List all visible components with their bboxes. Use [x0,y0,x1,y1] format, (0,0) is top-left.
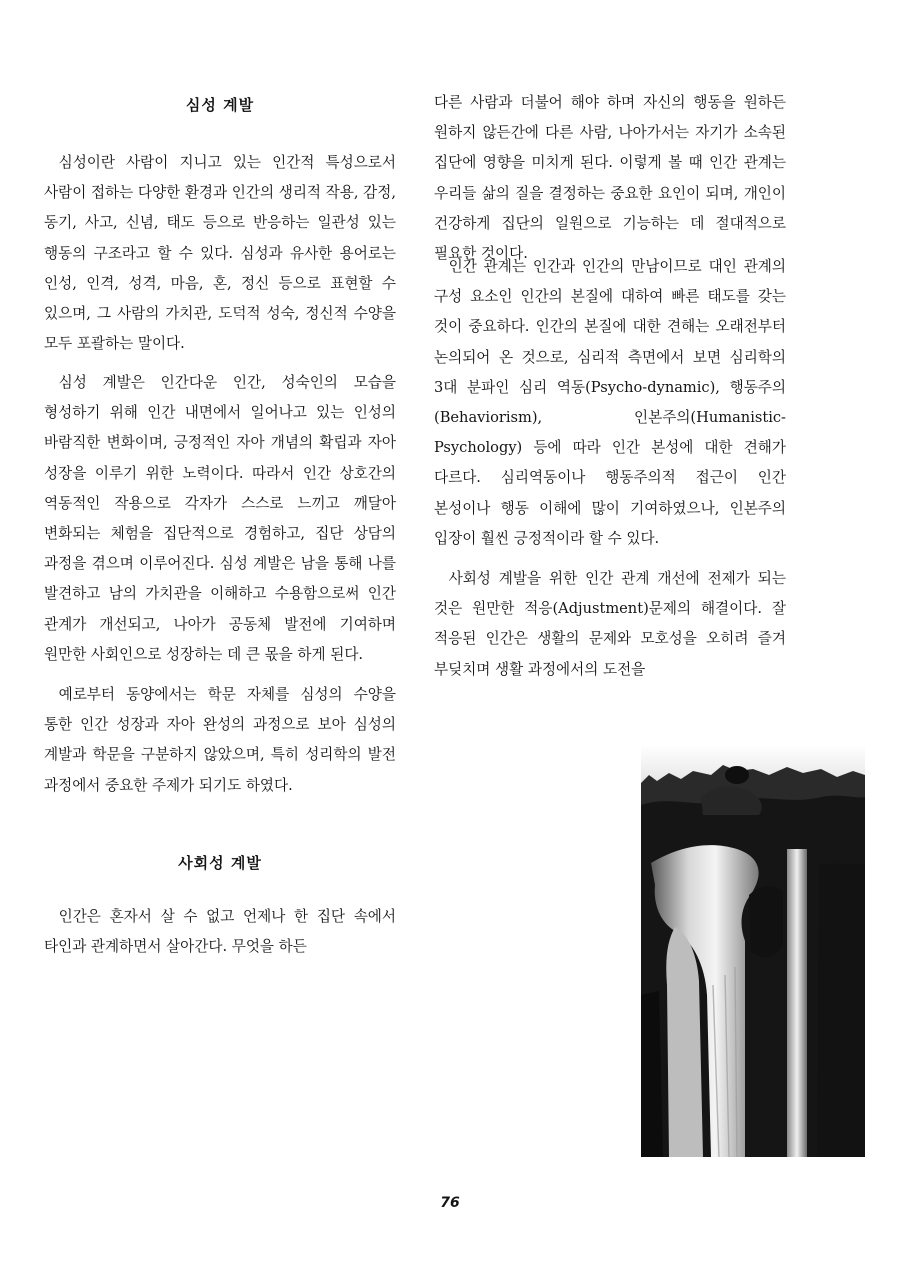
paragraph-relations-continued: 다른 사람과 더불어 해야 하며 자신의 행동을 원하든 원하지 않든간에 다른 사람, 나아가서는 자기가 소속된 집단에 영향을 미치게 된다. 이렇게 볼 때 인간 관계는 우리들 삶의 질을 결정하는 중요한 요인이 되며, 개인이 건강하게 집단의 일원으로 기능하는 데 절대적으로 필요한 것이다. [434,94,786,263]
paragraph-sahoeseong-intro: 인간은 혼자서 살 수 없고 언제나 한 집단 속에서 타인과 관계하면서 살아간다. 무엇을 하든 [44,908,396,956]
paragraph-simseong-definition: 심성이란 사람이 지니고 있는 인간적 특성으로서 사람이 접하는 다양한 환경과 인간의 생리적 작용, 감정, 동기, 사고, 신념, 태도 등으로 반응하는 일관성 있는 행동의 구조라고 할 수 있다. 심성과 유사한 용어로는 인성, 인격, 성격, 마음, 혼, 정신 등으로 표현할 수 있으며, 그 사람의 가치관, 도덕적 성숙, 정신적 수양을 모두 포괄하는 말이다. [44,154,396,353]
paragraph-human-nature: 인간 관계는 인간과 인간의 만남이므로 대인 관계의 구성 요소인 인간의 본질에 대하여 빠른 태도를 갖는 것이 중요하다. 인간의 본질에 대한 견해는 오래전부터 논의되어 온 것으로, 심리적 측면에서 보면 심리학의 3대 분파인 심리 역동(Psycho-dynamic), 행동주의(Behaviorism), 인본주의(Humanistic-Psychology) 등에 따라 인간 본성에 대한 견해가 다르다. 심리역동이나 행동주의적 접근이 인간 본성이나 행동 이해에 많이 기여하였으나, 인본주의 입장이 훨씬 긍정적이라 할 수 있다. [434,258,786,547]
section-heading-simseong: 심성 계발 [185,96,255,114]
statue-photo-image [641,745,865,1157]
paragraph-adjustment: 사회성 계발을 위한 인간 관계 개선에 전제가 되는 것은 원만한 적응(Adjustment)문제의 해결이다. 잘 적응된 인간은 생활의 문제와 모호성을 오히려 즐겨 부딪치며 생활 과정에서의 도전을 [434,570,786,678]
paragraph-simseong-development: 심성 계발은 인간다운 인간, 성숙인의 모습을 형성하기 위해 인간 내면에서 일어나고 있는 인성의 바람직한 변화이며, 긍정적인 자아 개념의 확립과 자아 성장을 이루기 위한 노력이다. 따라서 인간 상호간의 역동적인 작용으로 각자가 스스로 느끼고 깨달아 변화되는 체험을 집단적으로 경험하고, 집단 상담의 과정을 겪으며 이루어진다. 심성 계발은 남을 통해 나를 발견하고 남의 가치관을 이해하고 수용함으로써 인간 관계가 개선되고, 나아가 공동체 발전에 기여하며 원만한 사회인으로 성장하는 데 큰 몫을 하게 된다. [44,374,396,663]
section-heading-sahoeseong: 사회성 계발 [178,854,262,872]
statue-photograph [641,745,865,1157]
paragraph-simseong-east: 예로부터 동양에서는 학문 자체를 심성의 수양을 통한 인간 성장과 자아 완성의 과정으로 보아 심성의 계발과 학문을 구분하지 않았으며, 특히 성리학의 발전 과정에서 중요한 주제가 되기도 하였다. [44,686,396,794]
page-number: 76 [440,1195,460,1211]
